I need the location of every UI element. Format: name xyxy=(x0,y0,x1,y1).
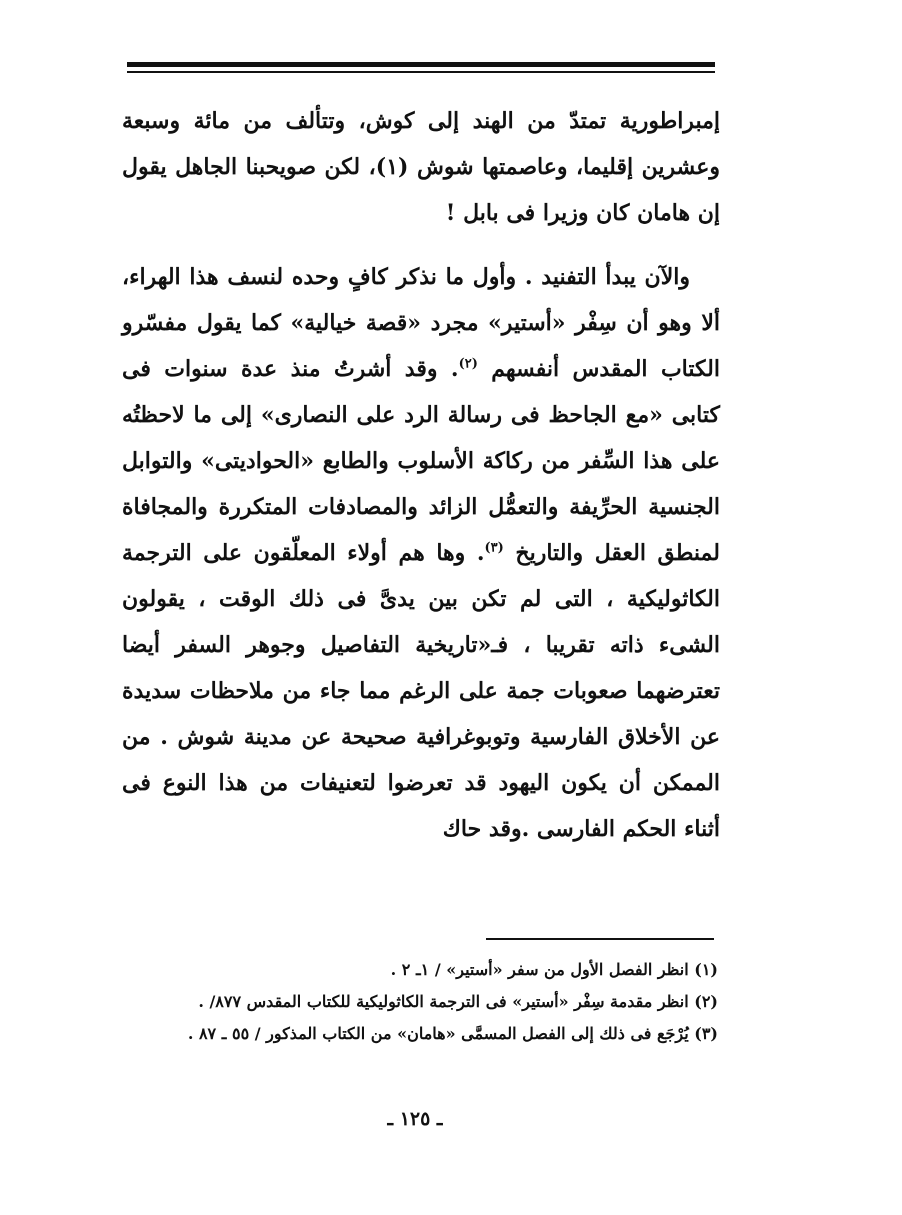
footnote-ref-2: (٢) xyxy=(458,356,478,372)
footnotes xyxy=(122,954,718,1050)
footnote-2: (٢) انظر مقدمة سِفْر «أستير» فى الترجمة الكاثوليكية للكتاب المقدس ٨٧٧/ . xyxy=(198,992,718,1011)
body-text xyxy=(122,98,720,852)
paragraph-2 xyxy=(122,254,720,852)
footnote-separator xyxy=(486,938,714,940)
footnote-1: (١) انظر الفصل الأول من سفر «أستير» / ١ـ ٢ . xyxy=(390,960,718,979)
header-rule-thin xyxy=(127,71,715,73)
footnote-ref-3: (٣) xyxy=(484,540,504,556)
paragraph-2-part-3: . وها هم أولاء المعلّقون على الترجمة الكاثوليكية ، التى لم تكن بين يدىَّ فى ذلك الوقت ، يقولون الشىء ذاته تقريبا ، فـ«تاريخية التفاصيل وجوهر السفر أيضا تعترضهما صعوبات جمة على الرغم مما جاء من ملاحظات سديدة عن الأخلاق الفارسية وتوبوغرافية صحيحة عن مدينة شوش . من الممكن أن يكون اليهود قد تعرضوا لتعنيفات من هذا النوع فى أثناء الحكم الفارسى .وقد حاك xyxy=(122,540,720,842)
footnote-3: (٣) يُرْجَع فى ذلك إلى الفصل المسمَّى «هامان» من الكتاب المذكور / ٥٥ ـ ٨٧ . xyxy=(187,1024,718,1043)
paragraph-1: إمبراطورية تمتدّ من الهند إلى كوش، وتتألف من مائة وسبعة وعشرين إقليما، وعاصمتها شوش (١)، لكن صويحبنا الجاهل يقول إن هامان كان وزيرا فى بابل ! xyxy=(122,108,721,226)
page-number: ـ ١٢٥ ـ xyxy=(387,1108,443,1130)
header-rule-thick xyxy=(127,62,715,67)
paragraph-2-part-1: والآن يبدأ التفنيد . وأول ما نذكر كافٍ وحده لنسف هذا الهراء، ألا وهو أن سِفْر «أستير» مجرد «قصة خيالية» كما يقول مفسّرو الكتاب المقدس أنفسهم xyxy=(122,264,720,382)
paragraph-2-part-2: . وقد أشرتُ منذ عدة سنوات فى كتابى «مع الجاحظ فى رسالة الرد على النصارى» إلى ما لاحظتُه على هذا السِّفر من ركاكة الأسلوب والطابع «الحواديتى» والتوابل الجنسية الحرِّيفة والتعمُّل الزائد والمصادفات المتكررة والمجافاة لمنطق العقل والتاريخ xyxy=(122,356,720,566)
